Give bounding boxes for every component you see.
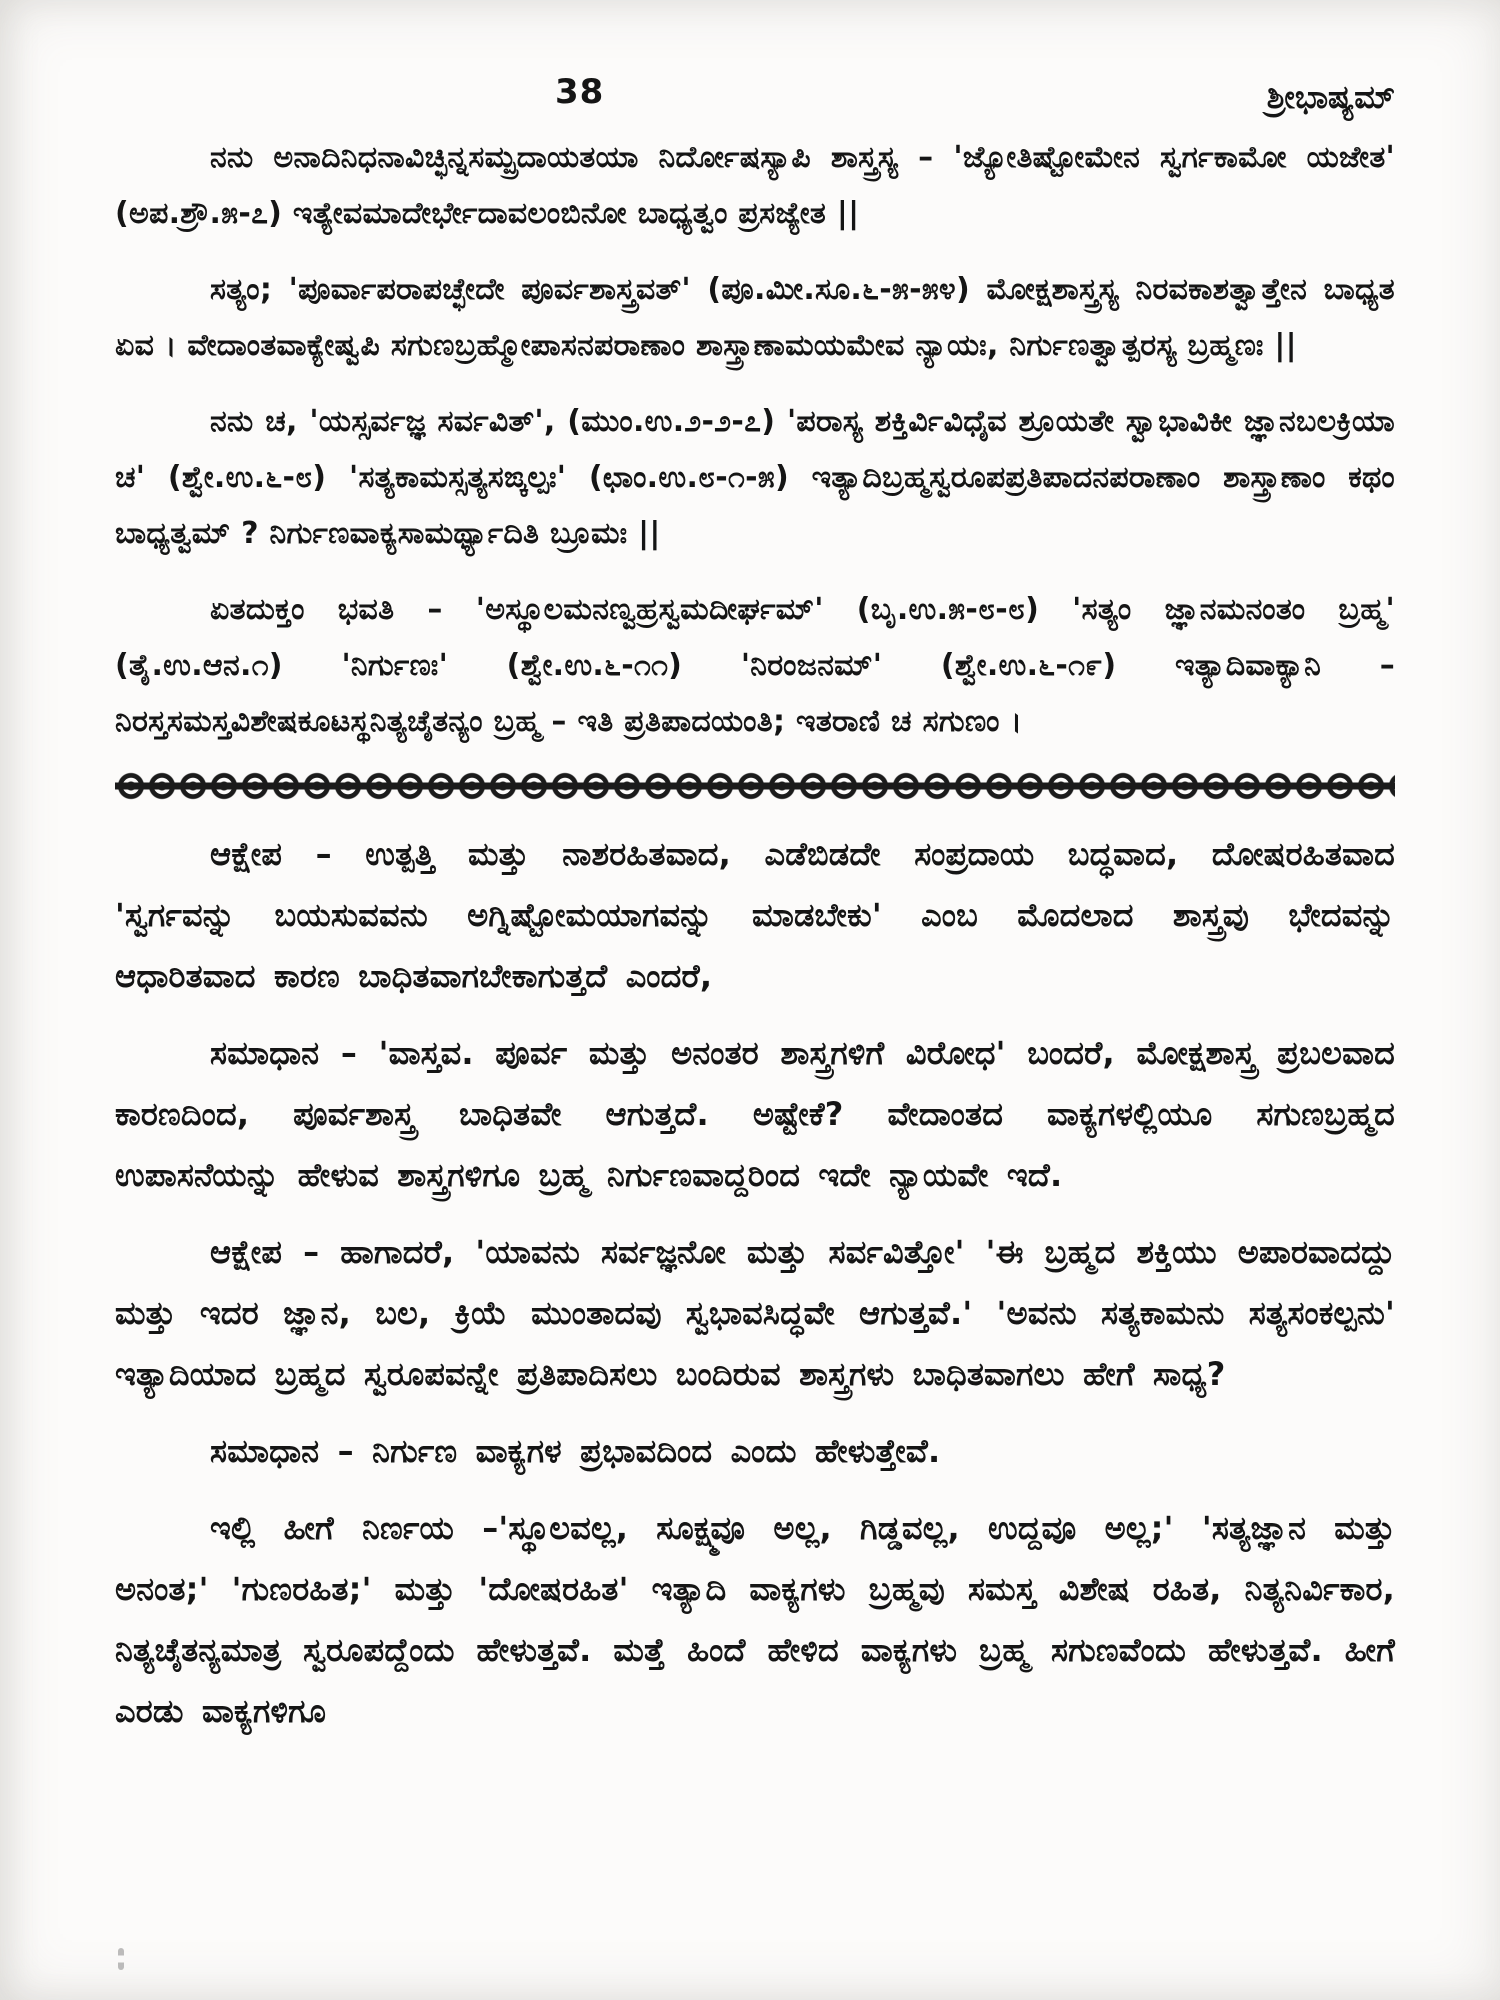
- mula-paragraph: ನನು ಚ, 'ಯಸ್ಸರ್ವಜ್ಞ ಸರ್ವವಿತ್', (ಮುಂ.ಉ.೨-೨-೭) 'ಪರಾಸ್ಯ ಶಕ್ತಿರ್ವಿವಿಧೈವ ಶ್ರೂಯತೇ ಸ್ವಾಭಾವಿಕೀ ಜ್ಞಾನಬಲಕ್ರಿಯಾ ಚ' (ಶ್ವೇ.ಉ.೬-೮) 'ಸತ್ಯಕಾಮಸ್ಸತ್ಯಸಙ್ಕಲ್ಪಃ' (ಛಾಂ.ಉ.೮-೧-೫) ಇತ್ಯಾದಿಬ್ರಹ್ಮಸ್ವರೂಪಪ್ರತಿಪಾದನಪರಾಣಾಂ ಶಾಸ್ತ್ರಾಣಾಂ ಕಥಂ ಬಾಧ್ಯತ್ವಮ್ ? ನಿರ್ಗುಣವಾಕ್ಯಸಾಮರ್ಥ್ಯಾದಿತಿ ಬ್ರೂಮಃ ||: [115, 404, 1395, 551]
- ornamental-divider: [115, 770, 1395, 802]
- mula-paragraph: ಸತ್ಯಂ; 'ಪೂರ್ವಾಪರಾಪಚ್ಛೇದೇ ಪೂರ್ವಶಾಸ್ತ್ರವತ್' (ಪೂ.ಮೀ.ಸೂ.೬-೫-೫೪) ಮೋಕ್ಷಶಾಸ್ತ್ರಸ್ಯ ನಿರವಕಾಶತ್ವಾತ್ತೇನ ಬಾಧ್ಯತ ಏವ । ವೇದಾಂತವಾಕ್ಯೇಷ್ವಪಿ ಸಗುಣಬ್ರಹ್ಮೋಪಾಸನಪರಾಣಾಂ ಶಾಸ್ತ್ರಾಣಾಮಯಮೇವ ನ್ಯಾಯಃ, ನಿರ್ಗುಣತ್ವಾತ್ಪರಸ್ಯ ಬ್ರಹ್ಮಣಃ ||: [115, 272, 1395, 363]
- commentary-paragraph: ಸಮಾಧಾನ – ನಿರ್ಗುಣ ವಾಕ್ಯಗಳ ಪ್ರಭಾವದಿಂದ ಎಂದು ಹೇಳುತ್ತೇವೆ.: [210, 1432, 941, 1470]
- commentary-paragraph: ಸಮಾಧಾನ – 'ವಾಸ್ತವ. ಪೂರ್ವ ಮತ್ತು ಅನಂತರ ಶಾಸ್ತ್ರಗಳಿಗೆ ವಿರೋಧ' ಬಂದರೆ, ಮೋಕ್ಷಶಾಸ್ತ್ರ ಪ್ರಬಲವಾದ ಕಾರಣದಿಂದ, ಪೂರ್ವಶಾಸ್ತ್ರ ಬಾಧಿತವೇ ಆಗುತ್ತದೆ. ಅಷ್ಟೇಕೆ? ವೇದಾಂತದ ವಾಕ್ಯಗಳಲ್ಲಿಯೂ ಸಗುಣಬ್ರಹ್ಮದ ಉಪಾಸನೆಯನ್ನು ಹೇಳುವ ಶಾಸ್ತ್ರಗಳಿಗೂ ಬ್ರಹ್ಮ ನಿರ್ಗುಣವಾದ್ದರಿಂದ ಇದೇ ನ್ಯಾಯವೇ ಇದೆ.: [115, 1034, 1395, 1194]
- commentary-paragraph: ಆಕ್ಷೇಪ – ಉತ್ಪತ್ತಿ ಮತ್ತು ನಾಶರಹಿತವಾದ, ಎಡೆಬಿಡದೇ ಸಂಪ್ರದಾಯ ಬದ್ಧವಾದ, ದೋಷರಹಿತವಾದ 'ಸ್ವರ್ಗವನ್ನು ಬಯಸುವವನು ಅಗ್ನಿಷ್ಟೋಮಯಾಗವನ್ನು ಮಾಡಬೇಕು' ಎಂಬ ಮೊದಲಾದ ಶಾಸ್ತ್ರವು ಭೇದವನ್ನು ಆಧಾರಿತವಾದ ಕಾರಣ ಬಾಧಿತವಾಗಬೇಕಾಗುತ್ತದೆ ಎಂದರೆ,: [115, 835, 1395, 995]
- commentary-paragraph: ಆಕ್ಷೇಪ – ಹಾಗಾದರೆ, 'ಯಾವನು ಸರ್ವಜ್ಞನೋ ಮತ್ತು ಸರ್ವವಿತ್ತೋ' 'ಈ ಬ್ರಹ್ಮದ ಶಕ್ತಿಯು ಅಪಾರವಾದದ್ದು ಮತ್ತು ಇದರ ಜ್ಞಾನ, ಬಲ, ಕ್ರಿಯೆ ಮುಂತಾದವು ಸ್ವಭಾವಸಿದ್ಧವೇ ಆಗುತ್ತವೆ.' 'ಅವನು ಸತ್ಯಕಾಮನು ಸತ್ಯಸಂಕಲ್ಪನು' ಇತ್ಯಾದಿಯಾದ ಬ್ರಹ್ಮದ ಸ್ವರೂಪವನ್ನೇ ಪ್ರತಿಪಾದಿಸಲು ಬಂದಿರುವ ಶಾಸ್ತ್ರಗಳು ಬಾಧಿತವಾಗಲು ಹೇಗೆ ಸಾಧ್ಯ?: [115, 1233, 1395, 1393]
- page-content: [115, 0, 1395, 1758]
- sanskrit-mula-section: [115, 130, 1395, 750]
- kannada-commentary-section: [115, 824, 1395, 1742]
- commentary-paragraph: ಇಲ್ಲಿ ಹೀಗೆ ನಿರ್ಣಯ –'ಸ್ಥೂಲವಲ್ಲ, ಸೂಕ್ಷ್ಮವೂ ಅಲ್ಲ, ಗಿಡ್ಡವಲ್ಲ, ಉದ್ದವೂ ಅಲ್ಲ;' 'ಸತ್ಯಜ್ಞಾನ ಮತ್ತು ಅನಂತ;' 'ಗುಣರಹಿತ;' ಮತ್ತು 'ದೋಷರಹಿತ' ಇತ್ಯಾದಿ ವಾಕ್ಯಗಳು ಬ್ರಹ್ಮವು ಸಮಸ್ತ ವಿಶೇಷ ರಹಿತ, ನಿತ್ಯನಿರ್ವಿಕಾರ, ನಿತ್ಯಚೈತನ್ಯಮಾತ್ರ ಸ್ವರೂಪದ್ದೆಂದು ಹೇಳುತ್ತವೆ. ಮತ್ತೆ ಹಿಂದೆ ಹೇಳಿದ ವಾಕ್ಯಗಳು ಬ್ರಹ್ಮ ಸಗುಣವೆಂದು ಹೇಳುತ್ತವೆ. ಹೀಗೆ ಎರಡು ವಾಕ್ಯಗಳಿಗೂ: [115, 1509, 1395, 1730]
- mula-paragraph: ಏತದುಕ್ತಂ ಭವತಿ – 'ಅಸ್ಥೂಲಮನಣ್ವಹ್ರಸ್ವಮದೀರ್ಘಮ್' (ಬೃ.ಉ.೫-೮-೮) 'ಸತ್ಯಂ ಜ್ಞಾನಮನಂತಂ ಬ್ರಹ್ಮ' (ತೈ.ಉ.ಆನ.೧) 'ನಿರ್ಗುಣಃ' (ಶ್ವೇ.ಉ.೬-೧೧) 'ನಿರಂಜನಮ್' (ಶ್ವೇ.ಉ.೬-೧೯) ಇತ್ಯಾದಿವಾಕ್ಯಾನಿ – ನಿರಸ್ತಸಮಸ್ತವಿಶೇಷಕೂಟಸ್ಥನಿತ್ಯಚೈತನ್ಯಂ ಬ್ರಹ್ಮ – ಇತಿ ಪ್ರತಿಪಾದಯಂತಿ; ಇತರಾಣಿ ಚ ಸಗುಣಂ ।: [115, 592, 1395, 739]
- page-number: 38: [555, 72, 605, 112]
- scan-artifact: [118, 1948, 124, 1970]
- book-title-header: ಶ್ರೀಭಾಷ್ಯಮ್: [1266, 78, 1395, 116]
- mula-paragraph: ನನು ಅನಾದಿನಿಧನಾವಿಚ್ಛಿನ್ನಸಮ್ಪ್ರದಾಯತಯಾ ನಿರ್ದೋಷಸ್ಯಾಪಿ ಶಾಸ್ತ್ರಸ್ಯ – 'ಜ್ಯೋತಿಷ್ಟೋಮೇನ ಸ್ವರ್ಗಕಾಮೋ ಯಜೇತ' (ಅಪ.ಶ್ರೌ.೫-೭) ಇತ್ಯೇವಮಾದೇರ್ಭೇದಾವಲಂಬಿನೋ ಬಾಧ್ಯತ್ವಂ ಪ್ರಸಜ್ಯೇತ ||: [115, 140, 1395, 231]
- running-header: [115, 0, 1395, 130]
